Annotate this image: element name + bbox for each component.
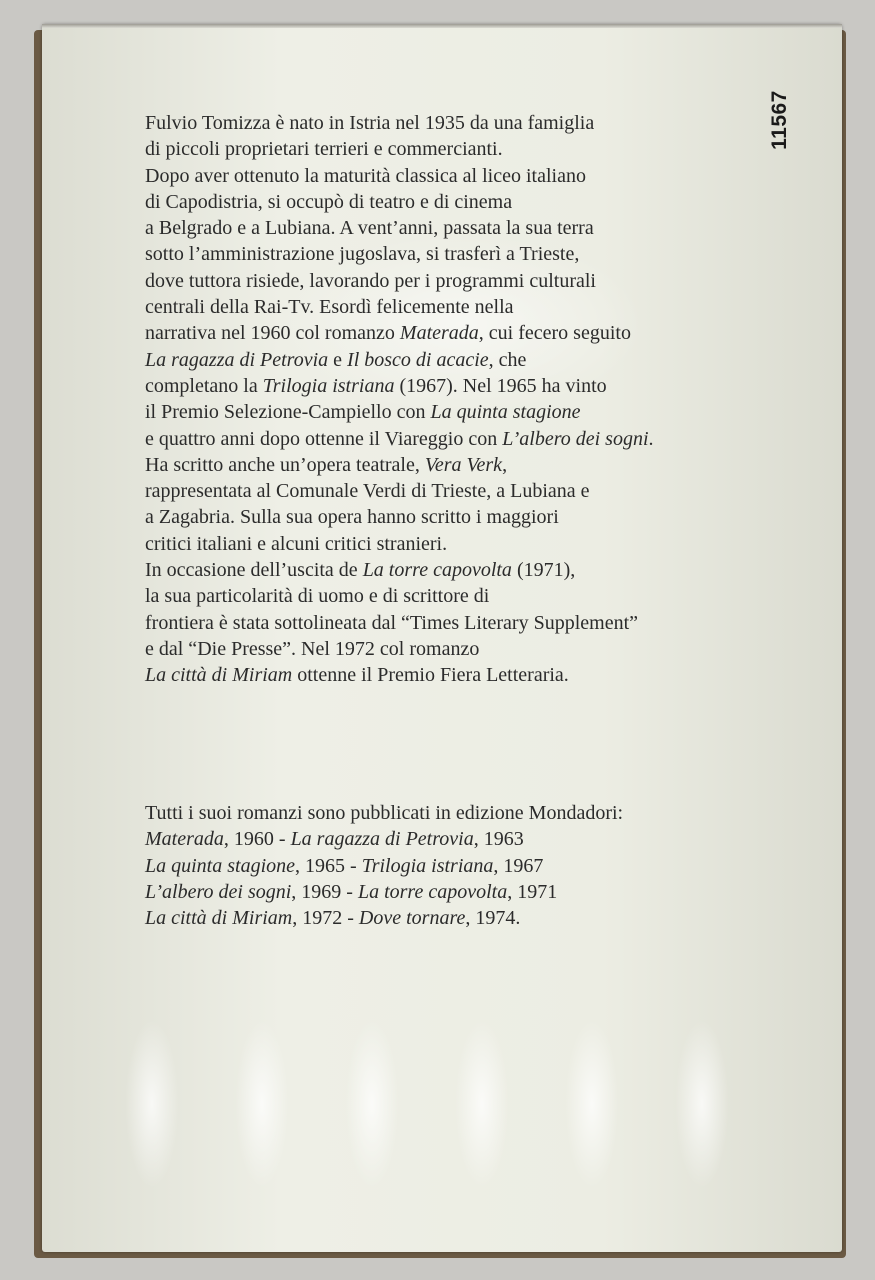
year-text: , 1967 [493,854,544,877]
bio-text: , cui fecero seguito [478,322,631,345]
bio-text: , [502,453,508,476]
works-line [145,905,623,931]
book-title: Materada [399,322,479,345]
bio-line [145,399,654,425]
book-title: Materada [145,828,224,851]
bio-text: (1971), [511,559,576,582]
bio-line [145,557,654,583]
bio-text: il Premio Selezione-Campiello con [145,401,431,424]
book-title: La ragazza di Petrovia [290,828,474,851]
book-title: Dove tornare [358,907,466,930]
book-title: L’albero dei sogni [145,880,292,903]
bio-line [145,373,654,399]
bio-line [145,452,654,478]
bio-line: di Capodistria, si occupò di teatro e di cinema [145,190,513,213]
play-title: Vera Verk [424,453,503,476]
bio-line: a Belgrado e a Lubiana. A vent’anni, passata la sua terra [145,217,594,240]
bio-text: e [328,348,348,371]
year-text: , 1960 - [223,828,291,851]
works-list [145,800,623,931]
bio-line: a Zagabria. Sulla sua opera hanno scritto i maggiori [145,506,559,529]
bio-text: completano la [145,374,263,397]
year-text: , 1974. [465,907,521,930]
bio-line: dove tuttora risiede, lavorando per i programmi culturali [145,269,596,292]
year-text: , 1965 - [295,854,362,877]
works-line [145,879,623,905]
book-title: L’albero dei sogni [502,427,649,450]
bio-line [145,320,654,346]
year-text: , 1971 [507,880,558,903]
bio-text: narrativa nel 1960 col romanzo [145,322,400,345]
bio-text: . [648,427,654,450]
bio-line: e dal “Die Presse”. Nel 1972 col romanzo [145,637,480,660]
bio-line: sotto l’amministrazione jugoslava, si trasferì a Trieste, [145,243,580,266]
book-title: La torre capovolta [357,880,508,903]
bio-text: e quattro anni dopo ottenne il Viareggio con [145,427,503,450]
bio-line: critici italiani e alcuni critici stranieri. [145,532,448,555]
bio-text: (1967). Nel 1965 ha vinto [394,374,607,397]
works-intro: Tutti i suoi romanzi sono pubblicati in edizione Mondadori: [145,802,624,824]
bio-text: , che [488,348,527,371]
bio-line: Fulvio Tomizza è nato in Istria nel 1935 da una famiglia [145,112,595,134]
year-text: , 1969 - [291,880,358,903]
bio-line: centrali della Rai-Tv. Esordì felicemente nella [145,296,514,319]
bio-line [145,662,654,688]
book-title: La ragazza di Petrovia [145,348,329,371]
bio-line: rappresentata al Comunale Verdi di Trieste, a Lubiana e [145,480,590,503]
bio-line: la sua particolarità di uomo e di scrittore di [145,585,490,608]
bio-text: Ha scritto anche un’opera teatrale, [145,453,425,476]
book-title: La torre capovolta [362,559,512,582]
book-title: Il bosco di acacie [347,348,489,371]
bio-line [145,426,654,452]
book-title: La città di Miriam [145,664,293,687]
cover-top-edge [42,24,842,28]
book-title: La quinta stagione [145,854,296,877]
year-text: , 1963 [473,828,524,851]
works-line [145,826,623,852]
bio-line [145,347,654,373]
year-text: , 1972 - [292,907,359,930]
bio-line: di piccoli proprietari terrieri e commercianti. [145,138,503,161]
bio-line: frontiera è stata sottolineata dal “Times Literary Supplement” [145,611,638,634]
book-title: Trilogia istriana [262,374,395,397]
bio-line: Dopo aver ottenuto la maturità classica al liceo italiano [145,164,586,187]
catalog-number: 11567 [768,90,791,150]
bio-text: ottenne il Premio Fiera Letteraria. [292,664,569,687]
bio-text: In occasione dell’uscita de [145,559,363,582]
works-line [145,853,623,879]
book-title: La quinta stagione [430,401,581,424]
author-biography [145,110,654,689]
book-title: La città di Miriam [145,907,293,930]
book-title: Trilogia istriana [361,854,494,877]
